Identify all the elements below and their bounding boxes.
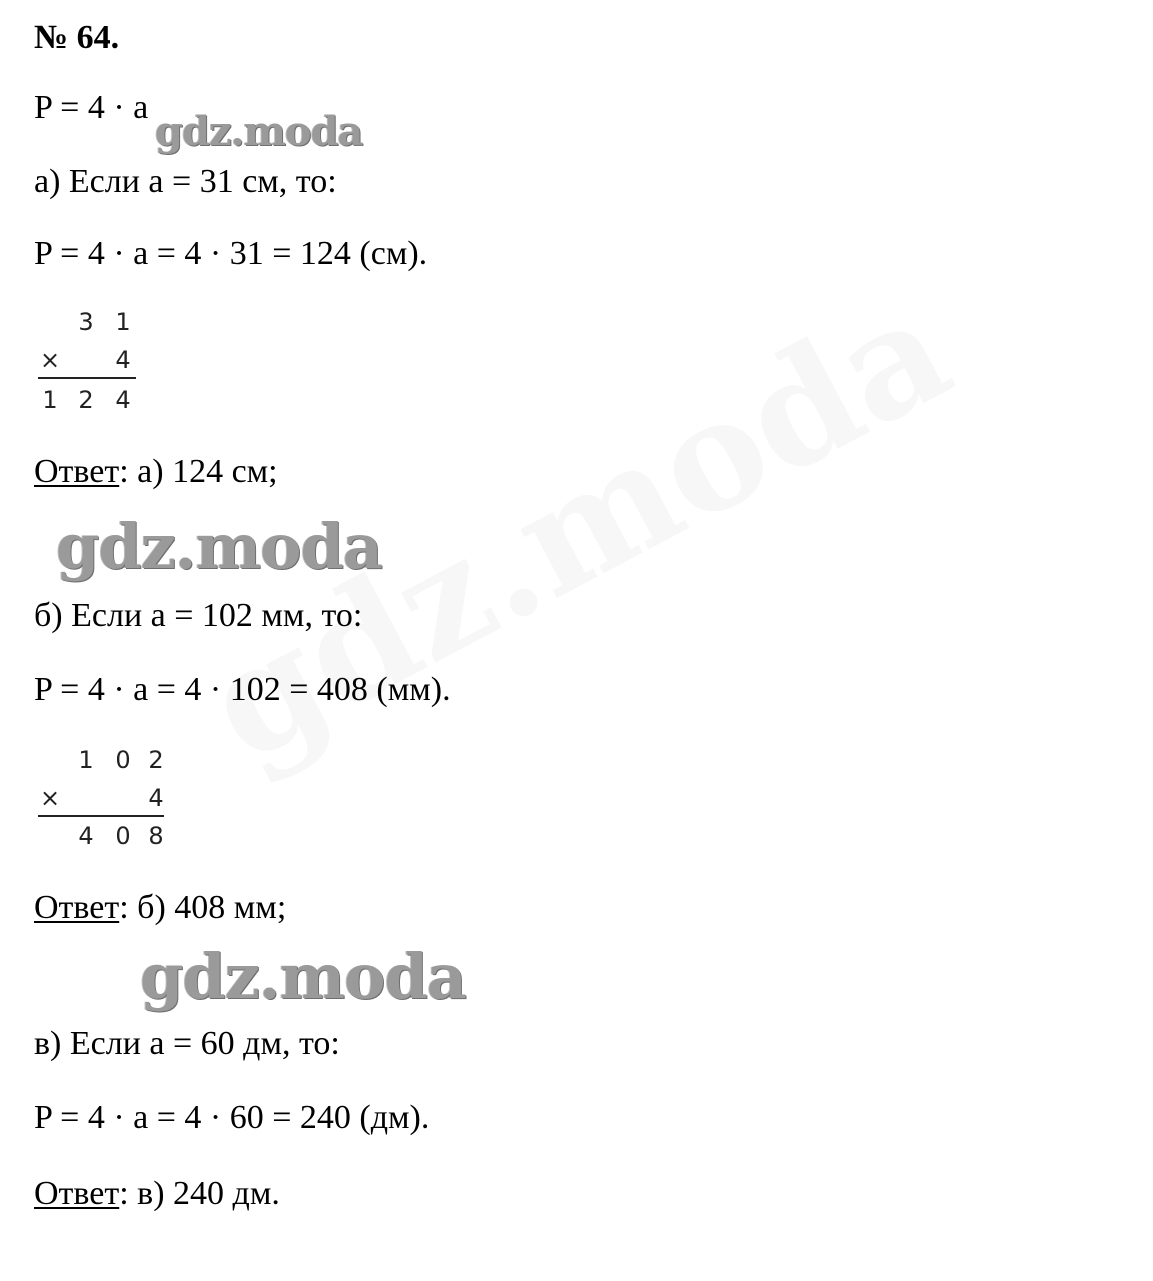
answer-label: Ответ bbox=[34, 1175, 120, 1212]
multiply-sign: × bbox=[40, 346, 61, 374]
digit: 0 bbox=[115, 822, 131, 850]
condition-b: б) Если a = 102 мм, то: bbox=[34, 597, 363, 634]
answer-c bbox=[34, 1174, 280, 1214]
answer-label: Ответ bbox=[34, 889, 120, 926]
digit: 0 bbox=[115, 746, 131, 774]
digit: 4 bbox=[115, 386, 131, 414]
digit: 1 bbox=[42, 386, 58, 414]
answer-a bbox=[34, 452, 278, 492]
digit: 4 bbox=[148, 784, 164, 812]
watermark-logo: gdz.moda bbox=[140, 940, 466, 1013]
column-multiplication-b bbox=[38, 743, 178, 853]
column-multiplication-a bbox=[38, 305, 148, 415]
equation-c: P = 4 · a = 4 · 60 = 240 (дм). bbox=[34, 1099, 430, 1136]
answer-text: : б) 408 мм; bbox=[119, 889, 287, 926]
multiply-sign: × bbox=[40, 784, 61, 812]
digit: 4 bbox=[78, 822, 94, 850]
sum-line bbox=[38, 377, 136, 379]
perimeter-formula: P = 4 · a bbox=[34, 89, 149, 126]
sum-line bbox=[38, 815, 164, 817]
condition-c: в) Если a = 60 дм, то: bbox=[34, 1025, 340, 1062]
equation-b: P = 4 · a = 4 · 102 = 408 (мм). bbox=[34, 671, 451, 708]
digit: 4 bbox=[115, 346, 131, 374]
condition-a: а) Если a = 31 см, то: bbox=[34, 163, 337, 200]
digit: 3 bbox=[78, 308, 94, 336]
problem-number: № 64. bbox=[34, 19, 120, 56]
answer-label: Ответ bbox=[34, 453, 120, 490]
digit: 2 bbox=[78, 386, 94, 414]
digit: 1 bbox=[78, 746, 94, 774]
answer-text: : в) 240 дм. bbox=[119, 1175, 280, 1212]
digit: 2 bbox=[148, 746, 164, 774]
watermark-logo: gdz.moda bbox=[56, 510, 382, 583]
answer-text: : а) 124 см; bbox=[119, 453, 278, 490]
digit: 8 bbox=[148, 822, 164, 850]
equation-a: P = 4 · a = 4 · 31 = 124 (см). bbox=[34, 235, 428, 272]
answer-b bbox=[34, 888, 286, 928]
watermark-logo: gdz.moda bbox=[155, 108, 363, 155]
digit: 1 bbox=[115, 308, 131, 336]
